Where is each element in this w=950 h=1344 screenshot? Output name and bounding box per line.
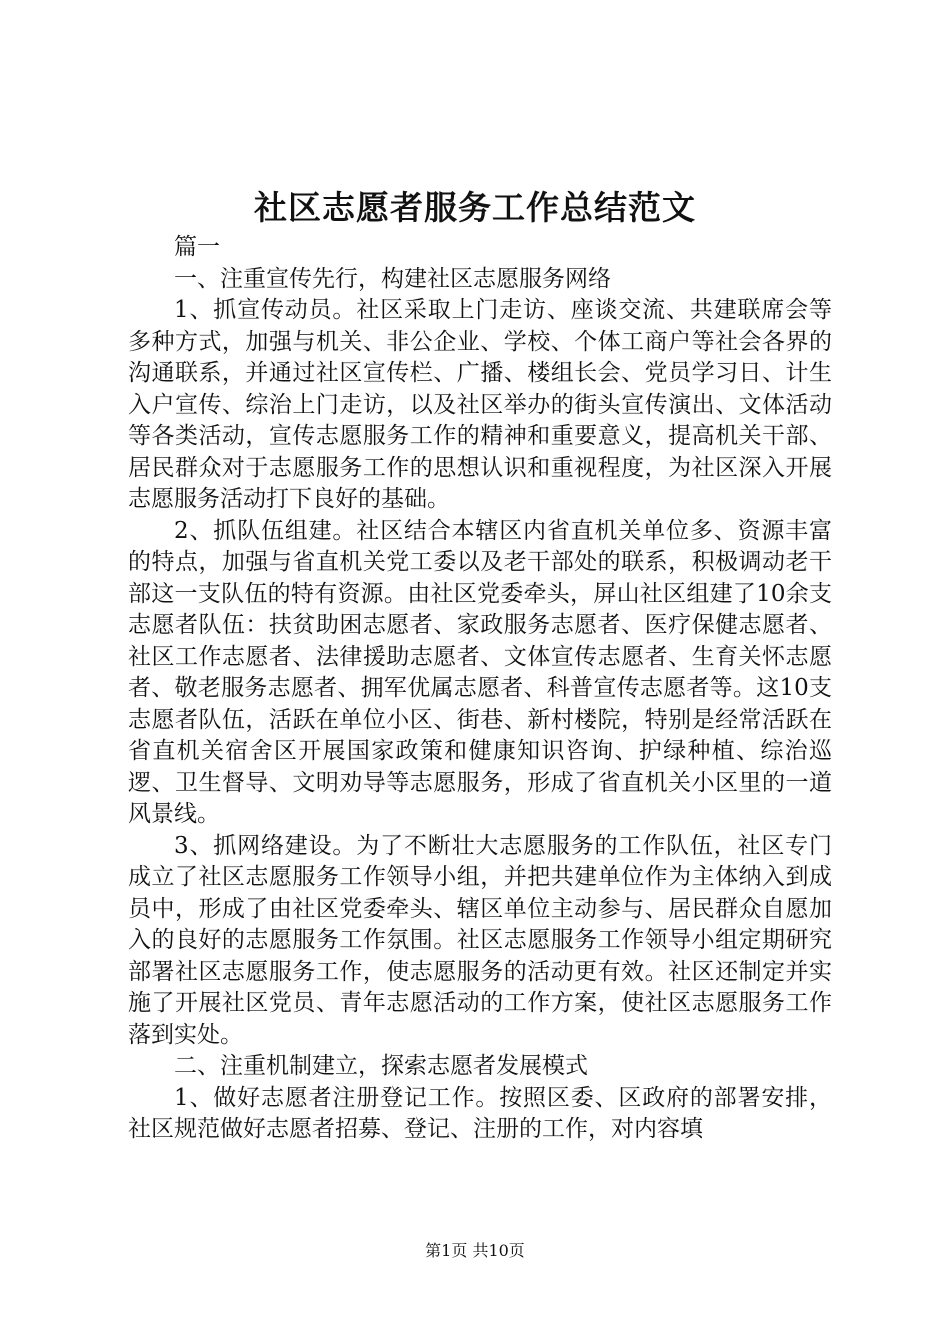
paragraph: 3、抓网络建设。为了不断壮大志愿服务的工作队伍，社区专门成立了社区志愿服务工作领导小组，并把共建单位作为主体纳入到成员中，形成了由社区党委牵头、辖区单位主动参与、居民群众自愿加入的良好的志愿服务工作氛围。社区志愿服务工作领导小组定期研究部署社区志愿服务工作，使志愿服务的活动更有效。社区还制定并实施了开展社区党员、青年志愿活动的工作方案，使社区志愿服务工作落到实处。 — [128, 832, 832, 1048]
section-heading: 一、注重宣传先行，构建社区志愿服务网络 — [174, 265, 611, 292]
page-number-footer: 第1页 共10页 — [425, 1241, 525, 1260]
paragraph: 1、抓宣传动员。社区采取上门走访、座谈交流、共建联席会等多种方式，加强与机关、非公企业、学校、个体工商户等社会各界的沟通联系，并通过社区宣传栏、广播、楼组长会、党员学习日、计生入户宣传、综治上门走访，以及社区举办的街头宣传演出、文体活动等各类活动，宣传志愿服务工作的精神和重要意义，提高机关干部、居民群众对于志愿服务工作的思想认识和重视程度，为社区深入开展志愿服务活动打下良好的基础。 — [128, 297, 832, 512]
section-label: 篇一 — [174, 234, 220, 260]
document-title: 社区志愿者服务工作总结范文 — [254, 188, 696, 227]
paragraph: 2、抓队伍组建。社区结合本辖区内省直机关单位多、资源丰富的特点，加强与省直机关党工委以及老干部处的联系，积极调动老干部这一支队伍的特有资源。由社区党委牵头，屏山社区组建了10余支志愿者队伍：扶贫助困志愿者、家政服务志愿者、医疗保健志愿者、社区工作志愿者、法律援助志愿者、文体宣传志愿者、生育关怀志愿者、敬老服务志愿者、拥军优属志愿者、科普宣传志愿者等。这10支志愿者队伍，活跃在单位小区、街巷、新村楼院，特别是经常活跃在省直机关宿舍区开展国家政策和健康知识咨询、护绿种植、综治巡逻、卫生督导、文明劝导等志愿服务，形成了省直机关小区里的一道风景线。 — [128, 517, 832, 827]
section-heading: 二、注重机制建立，探索志愿者发展模式 — [174, 1053, 588, 1079]
document-body — [128, 232, 832, 1146]
paragraph: 1、做好志愿者注册登记工作。按照区委、区政府的部署安排，社区规范做好志愿者招募、登记、注册的工作，对内容填 — [128, 1084, 832, 1142]
